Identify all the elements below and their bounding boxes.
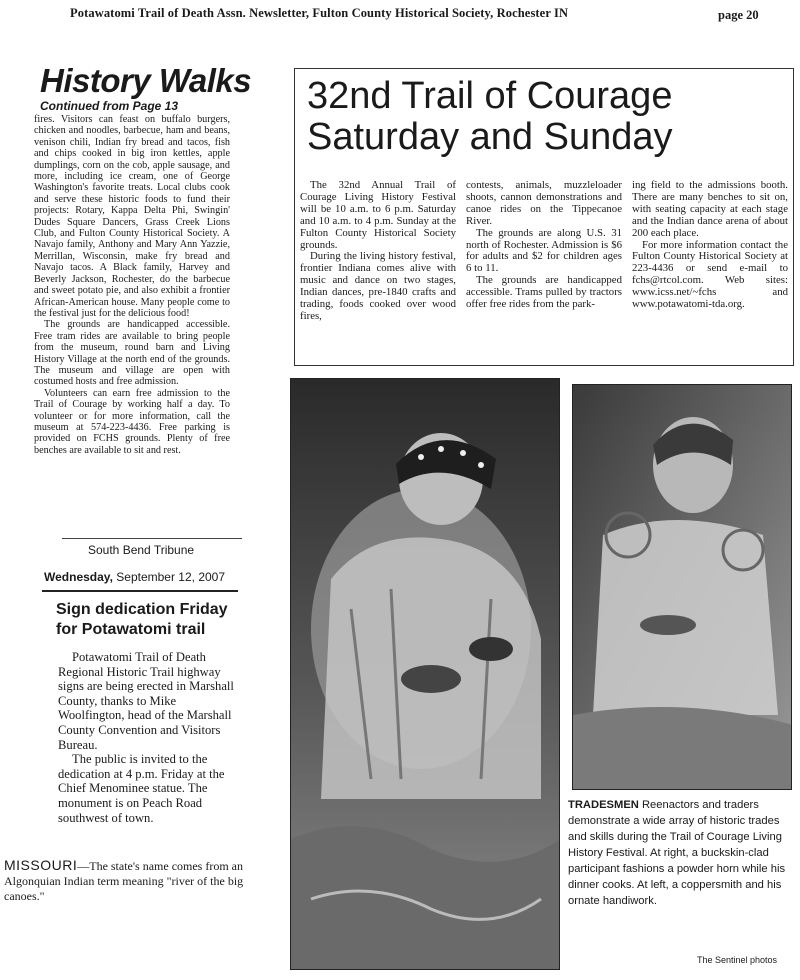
newsletter-header: Potawatomi Trail of Death Assn. Newsletter, Fulton County Historical Society, Rochester IN [70,6,569,20]
trail-of-courage-columns [300,180,788,323]
history-walks-title: History Walks [40,62,252,99]
caption-label: TRADESMEN [568,799,639,811]
photo-caption [568,797,792,909]
sign-dedication-headline: Sign dedication Friday for Potawatomi trail [56,601,228,638]
powder-horn-photo [572,384,792,790]
article-paragraph: The grounds are handicapped accessible. Trams pulled by tractors offer free rides from the park- [466,274,622,311]
sign-dedication-body [58,650,238,825]
article-paragraph: contests, animals, muzzleloader shoots, cannon demonstrations and canoe rides on the Tippecanoe River. [466,179,622,227]
clipping-date [44,570,225,584]
history-walks-paragraph: fires. Visitors can feast on buffalo burgers, chicken and noodles, barbecue, ham and beans, venison chili, Indian fry bread and tacos, fish and chips cooked in big iron kettles, apple dumplings, corn on the cob, apple sausage, and more, including ice cream, one of George Washington's favorite treats. Local clubs cook and serve these historic foods to fund their projects: Rotary, Kappa Delta Phi, Swingin' Dudes Square Dancers, Grass Creek Lions Club, and Fulton County Historical Society. A Navajo family, Anthony and Mary Ann Yazzie, Merrillan, Wisconsin, make fry bread and Navajo tacos. A Black family, Harvey and Beverly Jackson, Rochester, do the barbecue and sweet potato pie, and also exhibit a frontier African-American house. Many people come to the festival just for the delicious food! [34,114,230,319]
clipping-paragraph: Potawatomi Trail of Death Regional Historic Trail highway signs are being erected in Marshall County, thanks to Mike Woolfington, head of the Marshall County Convention and Visitors Bureau. [58,650,234,752]
photo-credit: The Sentinel photos [697,955,778,965]
missouri-word: MISSOURI [4,857,78,873]
article-column [300,180,456,323]
divider [62,538,242,539]
page-number: page 20 [718,8,759,22]
clipping-day: Wednesday, [44,570,113,584]
coppersmith-photo [290,378,560,970]
history-walks-paragraph: The grounds are handicapped accessible. Free tram rides are available to bring people from the museum, round barn and Living History Village at the north end of the grounds. The museum and village are open with costumed hosts and free admission. [34,319,230,388]
powder-horn-photo-image [573,385,792,790]
newspaper-source: South Bend Tribune [88,543,195,557]
article-column [466,180,622,323]
caption-text: Reenactors and traders demonstrate a wide array of historic trades and skills during the Trail of Courage Living History Festival. At right, a buckskin-clad participant fashions a powder horn while his dinner cooks. At left, a coppersmith and his ornate handiwork. [568,799,786,907]
trail-of-courage-title: 32nd Trail of Courage Saturday and Sunday [307,75,673,158]
article-paragraph: During the living history festival, frontier Indiana comes alive with music and dance on two stages, Indian dances, pre-1840 crafts and trading, foods cooked over wood fires, [300,250,456,322]
article-column [632,180,788,323]
article-paragraph: For more information contact the Fulton County Historical Society at 223-4436 or send e-mail to fchs@rtcol.com. Web sites: www.icss.net/~fchs and www.potawatomi-tda.org. [632,238,788,311]
missouri-snippet [4,858,276,904]
article-paragraph: The 32nd Annual Trail of Courage Living History Festival will be 10 a.m. to 6 p.m. Saturday and 10 a.m. to 4 p.m. Sunday at the Fulton County Historical Society grounds. [300,179,456,251]
divider [42,590,238,592]
clipping-date-text: September 12, 2007 [116,570,226,584]
article-paragraph: ing field to the admissions booth. There are many benches to sit on, with seating capacity at each stage and the Indian dance arena of about 200 each place. [632,179,788,239]
coppersmith-photo-image [291,379,560,970]
history-walks-body [34,114,230,456]
article-paragraph: The grounds are along U.S. 31 north of Rochester. Admission is $6 for adults and $2 for children ages 6 to 11. [466,226,622,275]
history-walks-continued: Continued from Page 13 [40,99,179,113]
clipping-paragraph: The public is invited to the dedication at 4 p.m. Friday at the Chief Menominee statue. The monument is on Peach Road southwest of town. [58,752,225,825]
missouri-text: —The state's name comes from an Algonquian Indian term meaning "river of the big canoes." [4,859,244,903]
history-walks-paragraph: Volunteers can earn free admission to the Trail of Courage by working half a day. To volunteer or for more information, call the museum at 574-223-4436. Free parking is provided on FCHS grounds. Plenty of free benches are available to sit and rest. [34,387,230,456]
